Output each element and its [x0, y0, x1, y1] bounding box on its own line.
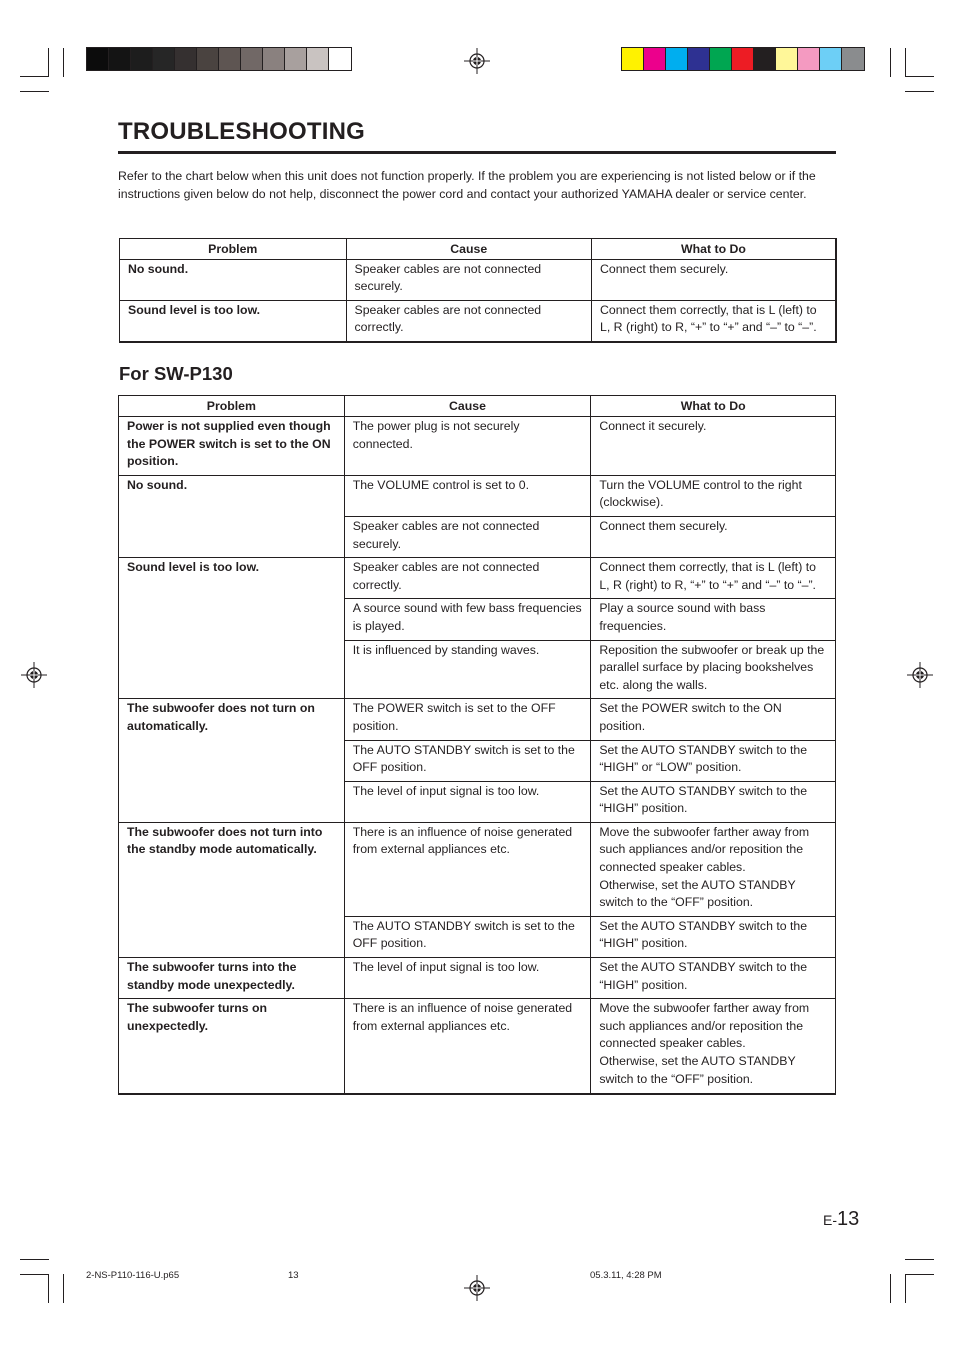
- color-swatch: [754, 48, 776, 70]
- action-cell: [591, 999, 836, 1094]
- action-extra-text: Otherwise, set the AUTO STANDBY switch to the “OFF” position.: [599, 877, 796, 910]
- crop-mark: [890, 1274, 891, 1303]
- table-row: [119, 958, 836, 999]
- problem-cell: No sound.: [120, 259, 347, 300]
- problem-cell: The subwoofer does not turn into the standby mode automatically.: [119, 822, 345, 957]
- problem-cell: The subwoofer turns into the standby mode unexpectedly.: [119, 958, 345, 999]
- color-swatch: [175, 48, 197, 70]
- cause-cell: There is an influence of noise generated from external appliances etc.: [344, 999, 591, 1094]
- color-swatch: [219, 48, 241, 70]
- table-row: [119, 417, 836, 476]
- color-swatch: [87, 48, 109, 70]
- crop-mark: [20, 1274, 49, 1275]
- cause-cell: Speaker cables are not connected correctly.: [346, 300, 591, 342]
- color-swatch: [131, 48, 153, 70]
- page-number-value: 13: [837, 1208, 860, 1230]
- color-swatch: [622, 48, 644, 70]
- color-swatch: [285, 48, 307, 70]
- footer-filename: 2-NS-P110-116-U.p65: [86, 1270, 180, 1281]
- cause-cell: It is influenced by standing waves.: [344, 640, 591, 699]
- table-row: [119, 822, 836, 916]
- intro-paragraph: Refer to the chart below when this unit does not function properly. If the problem you are experiencing is not listed below or if the instructions given below do not help, disconnect the power cord and contact your authorized YAMAHA dealer or service center.: [118, 169, 816, 201]
- problem-cell: Sound level is too low.: [120, 300, 347, 342]
- crop-mark: [48, 1274, 49, 1303]
- action-cell: Connect it securely.: [591, 417, 836, 476]
- cause-cell: A source sound with few bass frequencies is played.: [344, 599, 591, 640]
- registration-target-icon: [21, 662, 47, 688]
- cause-cell: The AUTO STANDBY switch is set to the OFF position.: [344, 740, 591, 781]
- action-text: Move the subwoofer farther away from such appliances and/or reposition the connected speaker cables.: [599, 1001, 810, 1051]
- action-cell: Set the AUTO STANDBY switch to the “HIGH” position.: [591, 781, 836, 822]
- action-cell: Connect them securely.: [591, 516, 836, 557]
- action-cell: Set the AUTO STANDBY switch to the “HIGH” position.: [591, 916, 836, 957]
- registration-target-icon: [464, 48, 490, 74]
- sw-p130-troubleshooting-table: [118, 395, 836, 1095]
- column-header-cause: Cause: [346, 239, 591, 260]
- cause-cell: The level of input signal is too low.: [344, 781, 591, 822]
- color-swatch: [710, 48, 732, 70]
- color-swatch: [842, 48, 864, 70]
- color-swatch: [798, 48, 820, 70]
- table-row: [119, 558, 836, 599]
- crop-mark: [20, 1259, 49, 1260]
- registration-target-icon: [464, 1275, 490, 1301]
- color-bars: [621, 47, 865, 71]
- section-title: For SW-P130: [119, 363, 233, 384]
- cause-cell: The level of input signal is too low.: [344, 958, 591, 999]
- action-cell: Connect them correctly, that is L (left) to L, R (right) to R, “+” to “+” and “–” to “–”.: [591, 558, 836, 599]
- page-title: TROUBLESHOOTING: [118, 118, 365, 145]
- action-cell: Set the POWER switch to the ON position.: [591, 699, 836, 740]
- problem-cell: Sound level is too low.: [119, 558, 345, 699]
- table-row: [120, 300, 837, 342]
- footer-page: 13: [288, 1270, 299, 1281]
- table-row: [119, 475, 836, 516]
- color-swatch: [820, 48, 842, 70]
- grayscale-bars: [86, 47, 352, 71]
- color-swatch: [307, 48, 329, 70]
- crop-mark: [48, 48, 49, 77]
- table-header-row: [119, 396, 836, 417]
- table-row: [119, 699, 836, 740]
- color-swatch: [666, 48, 688, 70]
- cause-cell: The POWER switch is set to the OFF position.: [344, 699, 591, 740]
- column-header-problem: Problem: [120, 239, 347, 260]
- color-swatch: [153, 48, 175, 70]
- crop-mark: [905, 48, 906, 77]
- problem-cell: Power is not supplied even though the POWER switch is set to the ON position.: [119, 417, 345, 476]
- crop-mark: [20, 76, 49, 77]
- action-cell: Reposition the subwoofer or break up the parallel surface by placing bookshelves etc. along the walls.: [591, 640, 836, 699]
- crop-mark: [20, 91, 49, 92]
- crop-mark: [63, 1274, 64, 1303]
- action-cell: Connect them correctly, that is L (left) to L, R (right) to R, “+” to “+” and “–” to “–”.: [592, 300, 837, 342]
- page-number: [823, 1208, 859, 1231]
- color-swatch: [688, 48, 710, 70]
- crop-mark: [905, 1259, 934, 1260]
- crop-mark: [905, 1274, 906, 1303]
- table-row: [119, 999, 836, 1094]
- cause-cell: The power plug is not securely connected.: [344, 417, 591, 476]
- column-header-problem: Problem: [119, 396, 345, 417]
- color-swatch: [109, 48, 131, 70]
- footer-timestamp: 05.3.11, 4:28 PM: [590, 1270, 662, 1281]
- cause-cell: There is an influence of noise generated from external appliances etc.: [344, 822, 591, 916]
- cause-cell: Speaker cables are not connected securely.: [346, 259, 591, 300]
- action-cell: Set the AUTO STANDBY switch to the “HIGH” or “LOW” position.: [591, 740, 836, 781]
- action-cell: Set the AUTO STANDBY switch to the “HIGH” position.: [591, 958, 836, 999]
- color-swatch: [776, 48, 798, 70]
- column-header-action: What to Do: [592, 239, 837, 260]
- cause-cell: The AUTO STANDBY switch is set to the OFF position.: [344, 916, 591, 957]
- action-cell: [591, 822, 836, 916]
- problem-cell: No sound.: [119, 475, 345, 557]
- crop-mark: [905, 1274, 934, 1275]
- troubleshooting-table: [119, 238, 837, 343]
- action-text: Move the subwoofer farther away from such appliances and/or reposition the connected speaker cables.: [599, 824, 810, 875]
- action-cell: Connect them securely.: [592, 259, 837, 300]
- crop-mark: [905, 76, 934, 77]
- table-row: [120, 259, 837, 300]
- page-prefix: E-: [823, 1212, 837, 1228]
- cause-cell: Speaker cables are not connected correctly.: [344, 558, 591, 599]
- problem-cell: The subwoofer does not turn on automatically.: [119, 699, 345, 823]
- action-cell: Play a source sound with bass frequencies.: [591, 599, 836, 640]
- color-swatch: [263, 48, 285, 70]
- color-swatch: [644, 48, 666, 70]
- color-swatch: [197, 48, 219, 70]
- crop-mark: [905, 91, 934, 92]
- crop-mark: [890, 48, 891, 77]
- table-header-row: [120, 239, 837, 260]
- title-rule: [118, 151, 836, 154]
- color-swatch: [241, 48, 263, 70]
- cause-cell: The VOLUME control is set to 0.: [344, 475, 591, 516]
- problem-cell: The subwoofer turns on unexpectedly.: [119, 999, 345, 1094]
- action-cell: Turn the VOLUME control to the right (clockwise).: [591, 475, 836, 516]
- registration-target-icon: [907, 662, 933, 688]
- cause-cell: Speaker cables are not connected securely.: [344, 516, 591, 557]
- column-header-action: What to Do: [591, 396, 836, 417]
- crop-mark: [63, 48, 64, 77]
- column-header-cause: Cause: [344, 396, 591, 417]
- color-swatch: [732, 48, 754, 70]
- color-swatch: [329, 48, 351, 70]
- action-extra-text: Otherwise, set the AUTO STANDBY switch to the “OFF” position.: [599, 1054, 796, 1086]
